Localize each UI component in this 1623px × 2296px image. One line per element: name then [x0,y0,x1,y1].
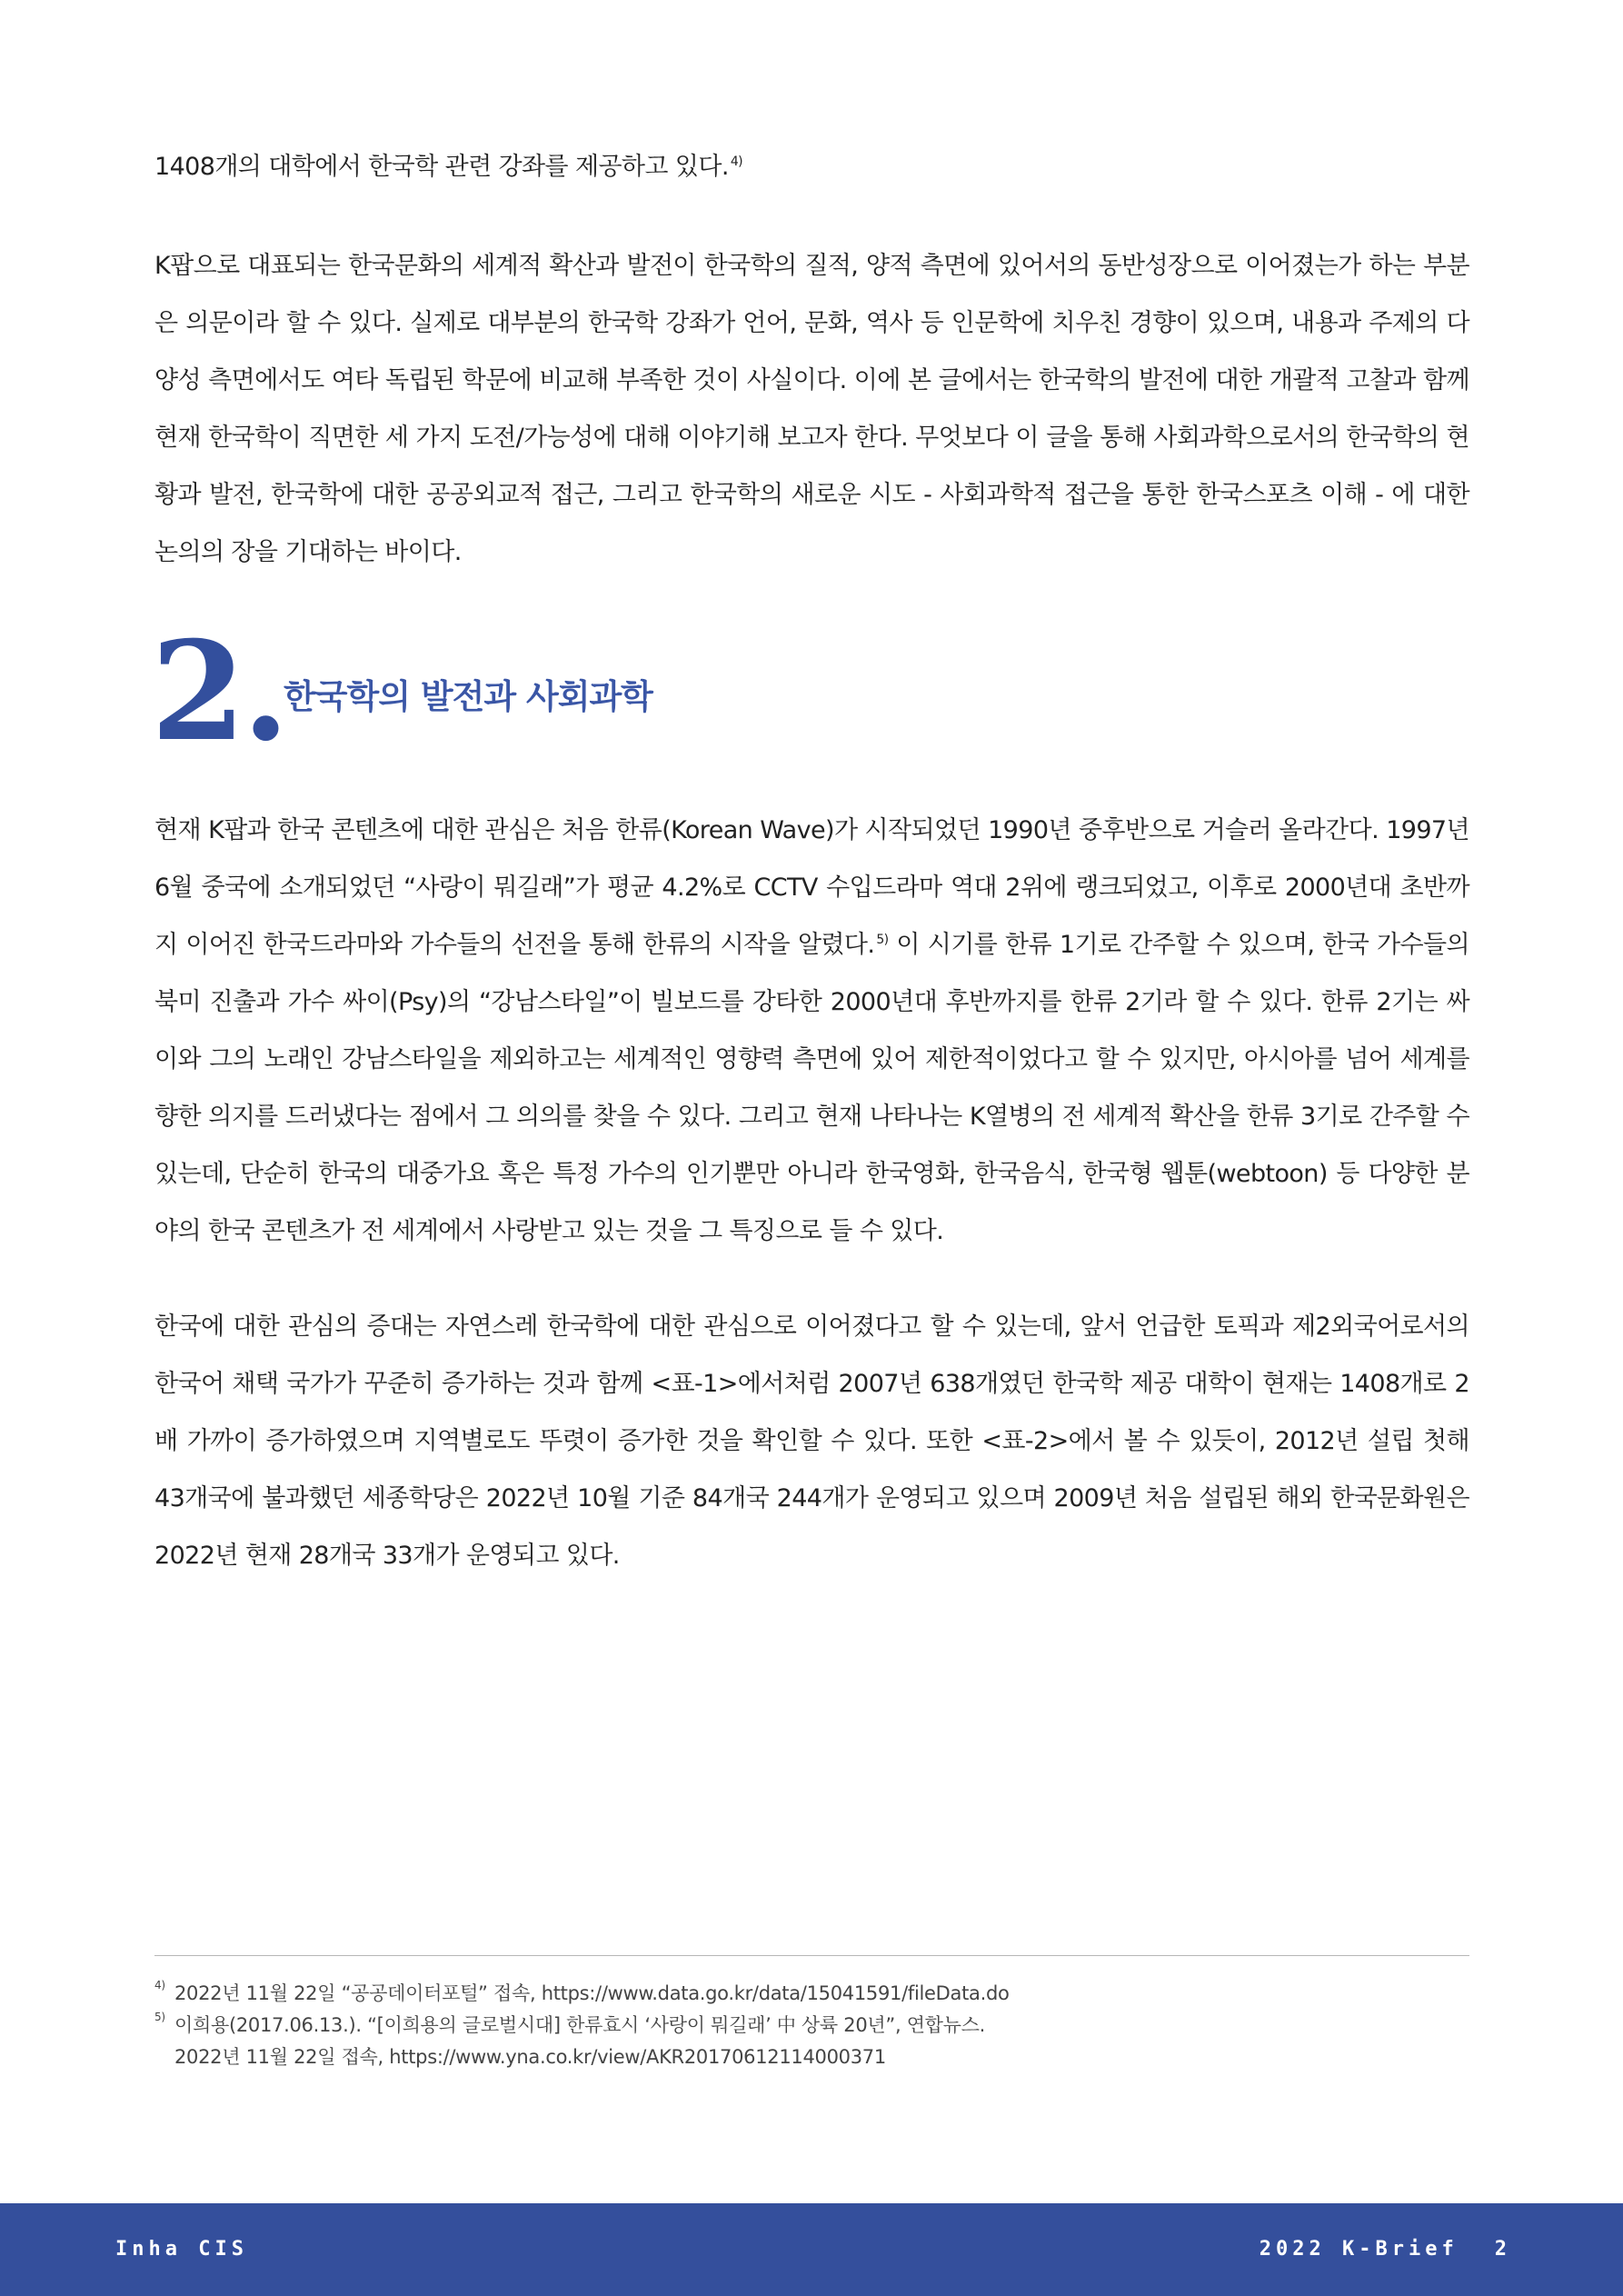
footnote-mark: 5) [154,2011,165,2023]
footnote-4 [154,1978,1469,2010]
paragraph-text: 1408개의 대학에서 한국학 관련 강좌를 제공하고 있다. [154,153,729,181]
footnote-text: 이희용(2017.06.13.). “[이희용의 글로벌시대] 한류효시 ‘사랑이 뭐길래’ 中 상륙 20년”, 연합뉴스. [174,2014,986,2036]
section-heading [151,612,1060,772]
footer-publication [1260,2238,1511,2261]
footer-title: 2022 K-Brief [1259,2238,1459,2261]
section-number: 2. [151,612,286,772]
paragraph-intro-end [154,138,1469,195]
paragraph-text: 현재 K팝과 한국 콘텐츠에 대한 관심은 처음 한류(Korean Wave)가 시작되었던 1990년 중후반으로 거슬러 올라간다. 1997년 6월 중국에 소개되었던 “사랑이 뭐길래”가 평균 4.2%로 CCTV 수입드라마 역대 2위에 랭크되었고, 이후로 2000년대 초반까지 이어진 한국드라마와 가수들의 선전을 통해 한류의 시작을 알렸다. [154,816,1469,959]
footnote-divider [154,1955,1469,1956]
paragraph-hallyu-history [154,802,1469,1260]
section-title: 한국학의 발전과 사회과학 [284,677,652,716]
footnote-mark: 4) [154,1979,165,1992]
footnote-text-continued: 2022년 11월 22일 접속, https://www.yna.co.kr/view/AKR20170612114000371 [174,2046,886,2068]
paragraph-text: 이 시기를 한류 1기로 간주할 수 있으며, 한국 가수들의 북미 진출과 가수 싸이(Psy)의 “강남스타일”이 빌보드를 강타한 2000년대 후반까지를 한류 2기라 할 수 있다. 한류 2기는 싸이와 그의 노래인 강남스타일을 제외하고는 세계적인 영향력 측면에 있어 제한적이었다고 할 수 있지만, 아시아를 넘어 세계를 향한 의지를 드러냈다는 점에서 그 의의를 찾을 수 있다. 그리고 현재 나타나는 K열병의 전 세계적 확산을 한류 3기로 간주할 수 있는데, 단순히 한국의 대중가요 혹은 특정 가수의 인기뿐만 아니라 한국영화, 한국음식, 한국형 웹툰(webtoon) 등 다양한 분야의 한국 콘텐츠가 전 세계에서 사랑받고 있는 것을 그 특징으로 들 수 있다. [154,931,1469,1245]
footnotes [154,1978,1469,2073]
paragraph-purpose: K팝으로 대표되는 한국문화의 세계적 확산과 발전이 한국학의 질적, 양적 측면에 있어서의 동반성장으로 이어졌는가 하는 부분은 의문이라 할 수 있다. 실제로 대부분의 한국학 강좌가 언어, 문화, 역사 등 인문학에 치우친 경향이 있으며, 내용과 주제의 다양성 측면에서도 여타 독립된 학문에 비교해 부족한 것이 사실이다. 이에 본 글에서는 한국학의 발전에 대한 개괄적 고찰과 함께 현재 한국학이 직면한 세 가지 도전/가능성에 대해 이야기해 보고자 한다. 무엇보다 이 글을 통해 사회과학으로서의 한국학의 현황과 발전, 한국학에 대한 공공외교적 접근, 그리고 한국학의 새로운 시도 - 사회과학적 접근을 통한 한국스포츠 이해 - 에 대한 논의의 장을 기대하는 바이다. [154,252,1469,566]
footnote-text: 2022년 11월 22일 “공공데이터포털” 접속, https://www.data.go.kr/data/15041591/fileData.do [174,1982,1010,2004]
footnote-ref-4[interactable]: 4) [730,155,743,169]
page-footer [0,2203,1623,2296]
page-number: 2 [1494,2238,1511,2261]
footnote-5 [154,2010,1469,2073]
footer-publisher: Inha CIS [115,2238,248,2261]
paragraph-korean-studies-growth: 한국에 대한 관심의 증대는 자연스레 한국학에 대한 관심으로 이어졌다고 할 수 있는데, 앞서 언급한 토픽과 제2외국어로서의 한국어 채택 국가가 꾸준히 증가하는 것과 함께 <표-1>에서처럼 2007년 638개였던 한국학 제공 대학이 현재는 1408개로 2배 가까이 증가하였으며 지역별로도 뚜렷이 증가한 것을 확인할 수 있다. 또한 <표-2>에서 볼 수 있듯이, 2012년 설립 첫해 43개국에 불과했던 세종학당은 2022년 10월 기준 84개국 244개가 운영되고 있으며 2009년 처음 설립된 해외 한국문화원은 2022년 현재 28개국 33개가 운영되고 있다. [154,1313,1469,1570]
footnote-ref-5[interactable]: 5) [876,933,889,947]
